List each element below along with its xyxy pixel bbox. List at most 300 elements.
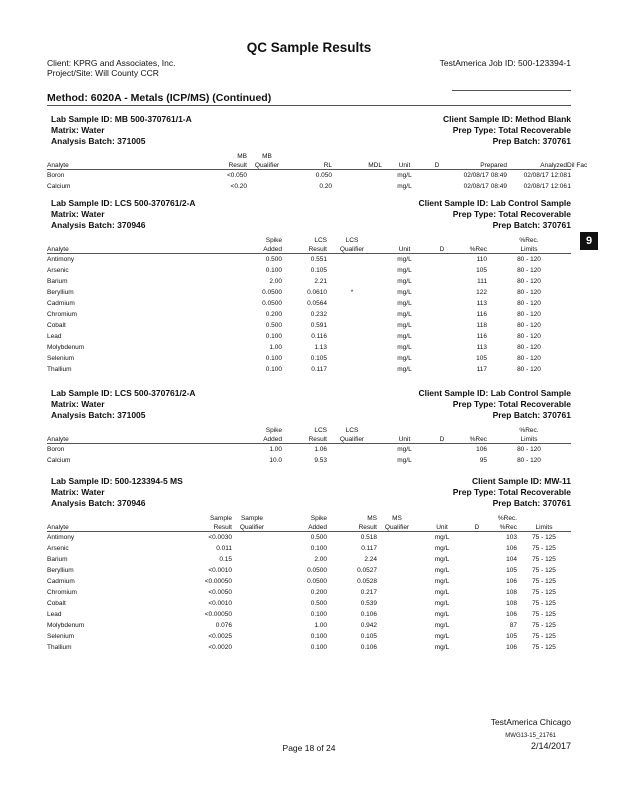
- column-header: %Rec: [452, 434, 487, 444]
- table-cell: mg/L: [397, 366, 412, 373]
- table-cell: [232, 576, 272, 587]
- prep-batch: Prep Batch: 370761: [492, 136, 571, 146]
- table-cell: [327, 276, 377, 287]
- table-cell: [377, 532, 417, 544]
- table-cell: Beryllium: [47, 289, 74, 296]
- table-cell: 75 - 125: [532, 545, 556, 552]
- table-cell: mg/L: [434, 611, 450, 618]
- column-header: Added: [212, 434, 282, 444]
- table-cell: [232, 554, 272, 565]
- table-cell: [232, 543, 272, 554]
- header-spacer: [452, 236, 487, 244]
- prep-type: Prep Type: Total Recoverable: [452, 125, 571, 135]
- column-header: MDL: [332, 160, 382, 170]
- table-cell: Cadmium: [47, 300, 75, 307]
- table-cell: [377, 576, 417, 587]
- table-cell: [327, 320, 377, 331]
- table-cell: mg/L: [434, 545, 450, 552]
- table-cell: 108: [506, 600, 517, 607]
- table-cell: [467, 576, 487, 587]
- prep-batch: Prep Batch: 370761: [492, 220, 571, 230]
- table-cell: 0.942: [360, 622, 377, 629]
- lab-sample-id: Lab Sample ID: 500-123394-5 MS: [51, 476, 183, 486]
- table-cell: 0.15: [219, 556, 232, 563]
- table-cell: [327, 309, 377, 320]
- results-table: [47, 514, 571, 653]
- table-cell: 105: [476, 355, 487, 362]
- prep-type: Prep Type: Total Recoverable: [452, 209, 571, 219]
- method-divider: [47, 105, 571, 106]
- table-cell: 1.00: [269, 344, 282, 351]
- table-cell: 106: [476, 446, 487, 453]
- table-cell: Lead: [47, 333, 62, 340]
- column-header: Result: [282, 244, 327, 254]
- table-cell: Barium: [47, 278, 68, 285]
- table-row: [47, 554, 571, 565]
- table-cell: <0.0010: [208, 600, 232, 607]
- analysis-batch: Analysis Batch: 370946: [51, 498, 146, 508]
- table-cell: <0.0020: [208, 644, 232, 651]
- table-cell: mg/L: [434, 589, 450, 596]
- column-header: %Rec.: [497, 515, 517, 522]
- table-cell: 0.100: [310, 611, 327, 618]
- table-row: [47, 364, 571, 375]
- table-cell: 0.117: [361, 545, 377, 552]
- table-cell: [232, 620, 272, 631]
- table-cell: mg/L: [397, 322, 412, 329]
- table-cell: 2.00: [314, 556, 327, 563]
- table-header-top: [47, 236, 571, 244]
- table-cell: [327, 455, 377, 466]
- table-cell: 105: [506, 633, 517, 640]
- table-cell: 02/08/17 12:08: [523, 172, 567, 179]
- table-cell: 0.20: [319, 183, 332, 190]
- table-cell: [232, 609, 272, 620]
- table-row: [47, 609, 571, 620]
- table-cell: 105: [476, 267, 487, 274]
- column-header: Added: [212, 244, 282, 254]
- table-cell: [327, 298, 377, 309]
- column-header: Unit: [377, 434, 432, 444]
- table-cell: 0.0564: [307, 300, 327, 307]
- analysis-batch: Analysis Batch: 371005: [51, 136, 146, 146]
- table-cell: 1.00: [314, 622, 327, 629]
- table-cell: 1.13: [314, 344, 327, 351]
- table-cell: 113: [476, 344, 487, 351]
- table-cell: Antimony: [47, 256, 75, 263]
- column-header: %Rec.: [519, 427, 539, 434]
- table-cell: 1.06: [314, 446, 327, 453]
- section-tab-badge[interactable]: 9: [580, 232, 598, 250]
- table-row: [47, 298, 571, 309]
- table-cell: [467, 554, 487, 565]
- table-cell: 10.0: [269, 457, 282, 464]
- table-cell: [232, 532, 272, 544]
- table-cell: <0.0025: [208, 633, 232, 640]
- column-header: MB: [237, 153, 247, 160]
- column-header: Unit: [417, 522, 467, 532]
- table-cell: 80 - 120: [517, 322, 541, 329]
- table-cell: 75 - 125: [532, 567, 556, 574]
- table-cell: 02/08/17 08:49: [463, 183, 507, 190]
- table-cell: 118: [476, 322, 487, 329]
- table-cell: [247, 181, 287, 192]
- table-row: [47, 331, 571, 342]
- table-cell: 0.076: [215, 622, 232, 629]
- table-cell: 103: [506, 534, 517, 541]
- table-cell: 75 - 125: [532, 633, 556, 640]
- header-spacer: [377, 426, 432, 434]
- table-cell: Arsenic: [47, 545, 69, 552]
- table-cell: [467, 620, 487, 631]
- table-row: [47, 353, 571, 364]
- table-cell: Beryllium: [47, 567, 74, 574]
- column-header: Result: [182, 522, 232, 532]
- table-cell: 0.106: [360, 644, 377, 651]
- header-spacer: [567, 152, 571, 160]
- table-cell: 80 - 120: [517, 446, 541, 453]
- table-cell: [467, 598, 487, 609]
- table-cell: mg/L: [397, 278, 412, 285]
- table-cell: [377, 554, 417, 565]
- table-row: [47, 265, 571, 276]
- table-cell: [377, 598, 417, 609]
- table-cell: [427, 181, 447, 192]
- table-cell: [332, 170, 382, 182]
- lab-sample-id: Lab Sample ID: LCS 500-370761/2-A: [51, 198, 196, 208]
- footer-date: 2/14/2017: [530, 741, 571, 751]
- prep-batch: Prep Batch: 370761: [492, 498, 571, 508]
- header-spacer: [287, 152, 332, 160]
- header-spacer: [447, 152, 507, 160]
- table-cell: [432, 265, 452, 276]
- header-spacer: [427, 152, 447, 160]
- column-header: Result: [197, 160, 247, 170]
- table-cell: [232, 642, 272, 653]
- table-cell: 2.00: [269, 278, 282, 285]
- table-cell: 0.050: [315, 172, 332, 179]
- table-cell: <0.0010: [208, 567, 232, 574]
- table-cell: [377, 609, 417, 620]
- table-cell: 75 - 125: [532, 589, 556, 596]
- table-cell: 80 - 120: [517, 256, 541, 263]
- matrix: Matrix: Water: [51, 399, 105, 409]
- table-cell: <0.0050: [208, 589, 232, 596]
- table-cell: 80 - 120: [517, 267, 541, 274]
- column-header: RL: [287, 160, 332, 170]
- column-header: Limits: [517, 522, 571, 532]
- column-header: Sample: [240, 515, 264, 522]
- page-title: QC Sample Results: [246, 40, 372, 55]
- client-sample-id: Client Sample ID: Lab Control Sample: [418, 198, 571, 208]
- table-cell: mg/L: [434, 567, 450, 574]
- table-cell: 0.100: [310, 545, 327, 552]
- header-spacer: [332, 152, 382, 160]
- table-cell: [377, 631, 417, 642]
- table-cell: 0.105: [310, 355, 327, 362]
- table-cell: [432, 364, 452, 375]
- table-row: [47, 620, 571, 631]
- header-spacer: [47, 236, 212, 244]
- job-id: TestAmerica Job ID: 500-123394-1: [439, 58, 571, 68]
- column-header: Analyzed: [507, 160, 567, 170]
- table-cell: 0.100: [310, 644, 327, 651]
- table-cell: 0.105: [310, 267, 327, 274]
- table-cell: 110: [476, 256, 487, 263]
- table-cell: 0.232: [310, 311, 327, 318]
- table-row: [47, 455, 571, 466]
- table-cell: [432, 342, 452, 353]
- table-cell: 108: [506, 589, 517, 596]
- table-cell: Cadmium: [47, 578, 75, 585]
- table-cell: 80 - 120: [517, 300, 541, 307]
- table-cell: 0.0500: [262, 300, 282, 307]
- column-header: Result: [282, 434, 327, 444]
- table-row: [47, 532, 571, 544]
- column-header: Limits: [487, 244, 571, 254]
- column-header: Prepared: [447, 160, 507, 170]
- table-cell: 113: [476, 300, 487, 307]
- table-cell: 116: [476, 311, 487, 318]
- table-cell: Cobalt: [47, 322, 66, 329]
- table-row: [47, 631, 571, 642]
- lab-sample-id: Lab Sample ID: MB 500-370761/1-A: [51, 114, 192, 124]
- page-number: Page 18 of 24: [282, 743, 336, 753]
- column-header: MS: [392, 515, 402, 522]
- column-header: Unit: [377, 244, 432, 254]
- table-cell: 75 - 125: [532, 611, 556, 618]
- table-cell: 80 - 120: [517, 289, 541, 296]
- table-row: [47, 342, 571, 353]
- column-header: Result: [327, 522, 377, 532]
- table-cell: [327, 342, 377, 353]
- column-header: Analyte: [47, 434, 212, 444]
- table-cell: 0.106: [360, 611, 377, 618]
- table-cell: 75 - 125: [532, 534, 556, 541]
- table-cell: 0.100: [265, 267, 282, 274]
- table-cell: 75 - 125: [532, 600, 556, 607]
- table-cell: [432, 276, 452, 287]
- table-cell: [327, 265, 377, 276]
- table-cell: 80 - 120: [517, 278, 541, 285]
- table-cell: 0.0500: [307, 578, 327, 585]
- column-header: Qualifier: [247, 160, 287, 170]
- table-cell: [467, 631, 487, 642]
- column-header: Qualifier: [327, 434, 377, 444]
- table-cell: [432, 287, 452, 298]
- table-cell: mg/L: [397, 344, 412, 351]
- table-cell: 80 - 120: [517, 366, 541, 373]
- table-cell: 116: [476, 333, 487, 340]
- footer-lab-name: TestAmerica Chicago: [490, 717, 571, 727]
- table-cell: 02/08/17 08:49: [463, 172, 507, 179]
- table-cell: *: [350, 289, 354, 296]
- table-cell: [467, 543, 487, 554]
- table-cell: [377, 642, 417, 653]
- column-header: Sample: [209, 515, 232, 522]
- section-header: [47, 198, 571, 236]
- table-cell: 0.0610: [307, 289, 327, 296]
- table-cell: Arsenic: [47, 267, 69, 274]
- table-cell: 0.200: [310, 589, 327, 596]
- table-cell: 75 - 125: [532, 622, 556, 629]
- table-cell: 0.117: [311, 366, 327, 373]
- table-cell: 0.551: [310, 256, 327, 263]
- table-cell: mg/L: [397, 172, 412, 179]
- matrix: Matrix: Water: [51, 209, 105, 219]
- column-header: D: [432, 434, 452, 444]
- table-cell: 0.0528: [357, 578, 377, 585]
- table-cell: <0.20: [230, 183, 247, 190]
- table-cell: Molybdenum: [47, 344, 85, 351]
- table-cell: [377, 565, 417, 576]
- column-header: %Rec: [452, 244, 487, 254]
- table-cell: [377, 620, 417, 631]
- table-cell: [467, 609, 487, 620]
- table-cell: mg/L: [397, 311, 412, 318]
- table-cell: [467, 642, 487, 653]
- table-cell: [327, 353, 377, 364]
- column-header: Spike: [265, 427, 282, 434]
- table-cell: 80 - 120: [517, 311, 541, 318]
- table-row: [47, 181, 571, 192]
- table-header-top: [47, 152, 571, 160]
- column-header: LCS: [314, 427, 327, 434]
- table-cell: 106: [506, 611, 517, 618]
- column-header: Analyte: [47, 522, 182, 532]
- table-cell: [467, 565, 487, 576]
- table-cell: Selenium: [47, 355, 75, 362]
- table-cell: 0.100: [265, 355, 282, 362]
- table-cell: Antimony: [47, 534, 75, 541]
- table-row: [47, 320, 571, 331]
- table-cell: 0.0500: [307, 567, 327, 574]
- table-cell: mg/L: [397, 446, 412, 453]
- prep-type: Prep Type: Total Recoverable: [452, 399, 571, 409]
- table-cell: Chromium: [47, 589, 77, 596]
- table-cell: 0.200: [265, 311, 282, 318]
- table-cell: mg/L: [434, 578, 450, 585]
- header-spacer: [377, 236, 432, 244]
- client-sample-id: Client Sample ID: MW-11: [471, 476, 571, 486]
- prep-type: Prep Type: Total Recoverable: [452, 487, 571, 497]
- table-cell: Lead: [47, 611, 62, 618]
- table-row: [47, 287, 571, 298]
- table-cell: 0.100: [265, 333, 282, 340]
- method-title: Method: 6020A - Metals (ICP/MS) (Continued): [47, 92, 272, 104]
- table-cell: mg/L: [397, 457, 412, 464]
- table-cell: 0.591: [310, 322, 327, 329]
- table-cell: 80 - 120: [517, 333, 541, 340]
- table-row: [47, 587, 571, 598]
- table-cell: Calcium: [47, 457, 71, 464]
- table-cell: [327, 444, 377, 456]
- table-cell: [432, 331, 452, 342]
- table-cell: Cobalt: [47, 600, 66, 607]
- client-name: Client: KPRG and Associates, Inc.: [47, 58, 176, 68]
- table-header-top: [47, 514, 571, 522]
- column-header: D: [432, 244, 452, 254]
- table-cell: 0.011: [216, 545, 232, 552]
- table-row: [47, 309, 571, 320]
- column-header: Limits: [487, 434, 571, 444]
- table-cell: 117: [476, 366, 487, 373]
- header-spacer: [507, 152, 567, 160]
- column-header: D: [467, 522, 487, 532]
- column-header: Spike: [265, 237, 282, 244]
- table-cell: mg/L: [434, 534, 450, 541]
- table-cell: Molybdenum: [47, 622, 85, 629]
- table-header: [47, 434, 571, 444]
- table-cell: 0.518: [360, 534, 377, 541]
- column-header: LCS: [345, 237, 359, 244]
- table-cell: mg/L: [397, 300, 412, 307]
- header-spacer: [517, 514, 571, 522]
- top-divider: [452, 90, 571, 91]
- table-header: [47, 160, 571, 170]
- column-header: Added: [272, 522, 327, 532]
- table-cell: [327, 364, 377, 375]
- table-row: [47, 565, 571, 576]
- matrix: Matrix: Water: [51, 487, 105, 497]
- table-cell: 0.100: [310, 633, 327, 640]
- table-cell: 1: [567, 183, 571, 190]
- table-cell: [332, 181, 382, 192]
- table-row: [47, 598, 571, 609]
- table-cell: 0.500: [310, 534, 327, 541]
- table-cell: 1: [567, 172, 571, 179]
- table-cell: Boron: [47, 172, 65, 179]
- results-table: [47, 152, 588, 192]
- qc-section: [47, 388, 571, 466]
- table-cell: 0.105: [360, 633, 377, 640]
- column-header: MS: [367, 515, 377, 522]
- table-cell: 105: [506, 567, 517, 574]
- table-cell: [232, 631, 272, 642]
- table-row: [47, 543, 571, 554]
- table-cell: 2.24: [364, 556, 377, 563]
- table-cell: 0.500: [265, 256, 282, 263]
- table-cell: 0.100: [265, 366, 282, 373]
- section-header: [47, 114, 571, 152]
- client-sample-id: Client Sample ID: Lab Control Sample: [418, 388, 571, 398]
- table-row: [47, 576, 571, 587]
- table-cell: 1.00: [269, 446, 282, 453]
- column-header: Analyte: [47, 160, 197, 170]
- table-cell: Thallium: [47, 644, 72, 651]
- table-cell: 75 - 125: [532, 578, 556, 585]
- table-row: [47, 254, 571, 266]
- table-cell: 0.217: [360, 589, 377, 596]
- table-cell: [432, 309, 452, 320]
- header-spacer: [452, 426, 487, 434]
- section-header: [47, 476, 571, 514]
- table-cell: 0.500: [310, 600, 327, 607]
- footer-doc-code: MWG13-15_21761: [505, 733, 556, 739]
- table-cell: mg/L: [434, 556, 450, 563]
- table-cell: 80 - 120: [517, 457, 541, 464]
- table-cell: 75 - 125: [532, 644, 556, 651]
- table-cell: <0.00050: [204, 578, 232, 585]
- table-cell: 106: [506, 545, 517, 552]
- header-spacer: [47, 426, 212, 434]
- qc-section: [47, 114, 588, 192]
- table-cell: [377, 543, 417, 554]
- table-cell: 0.0500: [262, 289, 282, 296]
- qc-section: [47, 198, 571, 375]
- qc-section: [47, 476, 571, 653]
- table-cell: 106: [506, 644, 517, 651]
